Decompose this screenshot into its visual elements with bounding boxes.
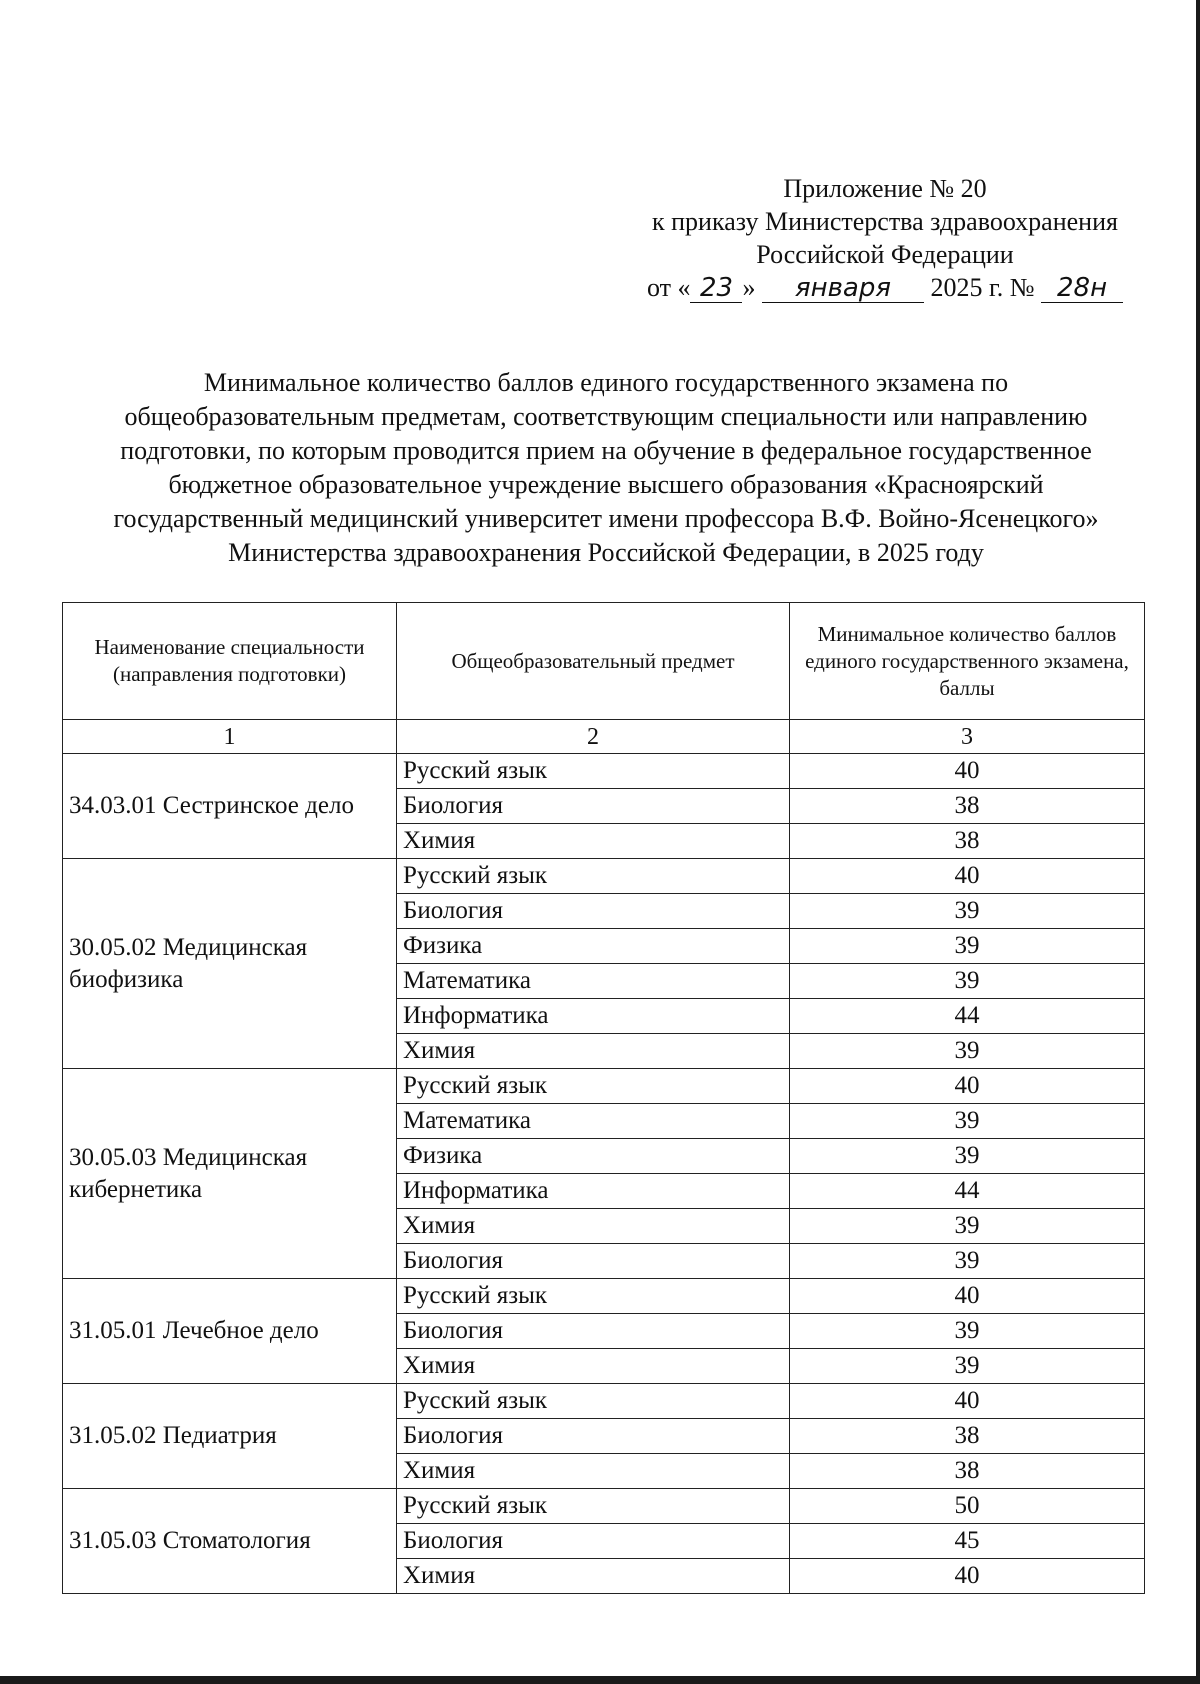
table-row (63, 754, 1145, 789)
subject-cell: Биология (397, 894, 790, 929)
score-cell: 39 (790, 1349, 1145, 1384)
date-month-handwritten: января (762, 274, 924, 303)
subject-cell: Химия (397, 1349, 790, 1384)
subject-cell: Химия (397, 1209, 790, 1244)
subject-cell: Биология (397, 1524, 790, 1559)
score-cell: 44 (790, 999, 1145, 1034)
score-cell: 45 (790, 1524, 1145, 1559)
score-cell: 39 (790, 929, 1145, 964)
score-cell: 39 (790, 1139, 1145, 1174)
subject-cell: Химия (397, 1559, 790, 1594)
order-date-line (600, 271, 1170, 304)
score-cell: 39 (790, 1314, 1145, 1349)
score-cell: 40 (790, 1279, 1145, 1314)
date-mid: » (742, 273, 756, 302)
subject-cell: Математика (397, 1104, 790, 1139)
specialty-cell: 30.05.02 Медицинская биофизика (63, 859, 397, 1069)
score-cell: 40 (790, 1384, 1145, 1419)
date-day-handwritten: 23 (690, 274, 742, 303)
subject-cell: Биология (397, 1244, 790, 1279)
score-cell: 38 (790, 824, 1145, 859)
table-row (63, 1489, 1145, 1524)
score-cell: 40 (790, 859, 1145, 894)
score-cell: 39 (790, 1034, 1145, 1069)
subject-cell: Русский язык (397, 1384, 790, 1419)
score-cell: 38 (790, 789, 1145, 824)
annex-header (600, 172, 1170, 304)
subject-cell: Физика (397, 1139, 790, 1174)
subject-cell: Русский язык (397, 859, 790, 894)
table-row (63, 1279, 1145, 1314)
subject-cell: Биология (397, 1419, 790, 1454)
score-cell: 40 (790, 754, 1145, 789)
score-cell: 39 (790, 1104, 1145, 1139)
header-min-score: Минимальное количество баллов единого государственного экзамена, баллы (790, 603, 1145, 720)
ministry-line: Российской Федерации (756, 240, 1014, 269)
score-cell: 38 (790, 1454, 1145, 1489)
column-number-1: 1 (63, 720, 397, 754)
column-number-2: 2 (397, 720, 790, 754)
subject-cell: Русский язык (397, 1069, 790, 1104)
specialty-cell: 34.03.01 Сестринское дело (63, 754, 397, 859)
subject-cell: Биология (397, 1314, 790, 1349)
column-number-row (63, 720, 1145, 754)
specialty-cell: 31.05.03 Стоматология (63, 1489, 397, 1594)
subject-cell: Физика (397, 929, 790, 964)
specialty-cell: 31.05.01 Лечебное дело (63, 1279, 397, 1384)
score-cell: 50 (790, 1489, 1145, 1524)
scan-edge-bottom (0, 1676, 1200, 1684)
score-cell: 40 (790, 1069, 1145, 1104)
score-cell: 39 (790, 1209, 1145, 1244)
date-year: 2025 г. № (930, 273, 1035, 302)
table-row (63, 1069, 1145, 1104)
header-specialty: Наименование специальности (направления подготовки) (63, 603, 397, 720)
table-row (63, 859, 1145, 894)
subject-cell: Русский язык (397, 1489, 790, 1524)
subject-cell: Химия (397, 1454, 790, 1489)
subject-cell: Химия (397, 1034, 790, 1069)
subject-cell: Биология (397, 789, 790, 824)
score-cell: 38 (790, 1419, 1145, 1454)
date-prefix: от « (646, 273, 691, 302)
table-header-row (63, 603, 1145, 720)
specialty-cell: 31.05.02 Педиатрия (63, 1384, 397, 1489)
subject-cell: Математика (397, 964, 790, 999)
document-title: Минимальное количество баллов единого государственного экзамена по общеобразовательным предметам, соответствующим специальности или направлению подготовки, по которым проводится прием на обучение в федеральное государственное бюджетное образовательное учреждение высшего образования «Красноярский государственный медицинский университет имени профессора В.Ф. Войно-Ясенецкого» Министерства здравоохранения Российской Федерации, в 2025 году (113, 368, 1099, 567)
score-cell: 40 (790, 1559, 1145, 1594)
column-number-3: 3 (790, 720, 1145, 754)
score-cell: 39 (790, 964, 1145, 999)
scan-edge-right (1196, 0, 1200, 1684)
subject-cell: Химия (397, 824, 790, 859)
order-line: к приказу Министерства здравоохранения (652, 207, 1118, 236)
header-subject: Общеобразовательный предмет (397, 603, 790, 720)
annex-number: Приложение № 20 (783, 174, 987, 203)
scores-table (62, 602, 1145, 1594)
score-cell: 39 (790, 1244, 1145, 1279)
specialty-cell: 30.05.03 Медицинская кибернетика (63, 1069, 397, 1279)
score-cell: 39 (790, 894, 1145, 929)
subject-cell: Информатика (397, 1174, 790, 1209)
table-row (63, 1384, 1145, 1419)
order-number-handwritten: 28н (1041, 274, 1123, 303)
score-cell: 44 (790, 1174, 1145, 1209)
subject-cell: Русский язык (397, 1279, 790, 1314)
subject-cell: Русский язык (397, 754, 790, 789)
subject-cell: Информатика (397, 999, 790, 1034)
